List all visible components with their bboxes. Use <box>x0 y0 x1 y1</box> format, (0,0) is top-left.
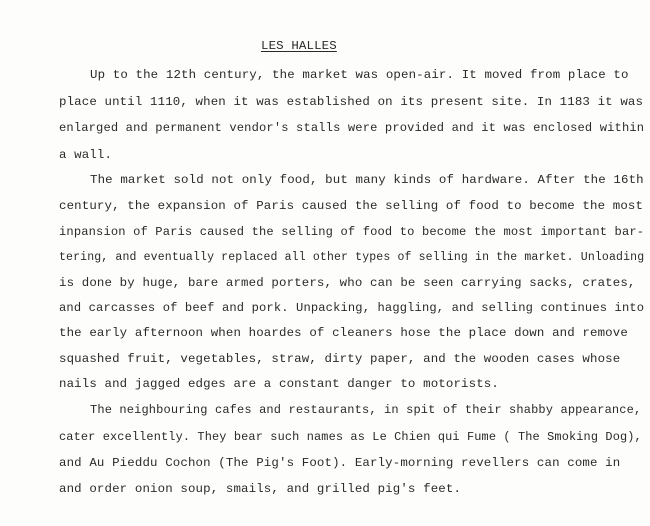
text-line: a wall. <box>59 148 113 162</box>
text-line: cater excellently. They bear such names as Le Chien qui Fume ( The Smoking Dog), <box>59 430 642 444</box>
text-line: and Au Pieddu Cochon (The Pig's Foot). Early-morning revellers can come in <box>59 456 621 470</box>
text-line: place until 1110, when it was established on its present site. In 1183 it was <box>59 95 644 109</box>
text-line: century, the expansion of Paris caused the selling of food to become the most <box>59 199 644 213</box>
text-line: The market sold not only food, but many kinds of hardware. After the 16th <box>90 173 644 187</box>
text-line: enlarged and permanent vendor's stalls were provided and it was enclosed within <box>59 121 645 135</box>
text-line: and order onion soup, smails, and grilled pig's feet. <box>59 482 462 496</box>
text-line: tering, and eventually replaced all other types of selling in the market. Unloading <box>59 251 645 264</box>
text-line: and carcasses of beef and pork. Unpacking, haggling, and selling continues into <box>59 301 645 315</box>
text-line: Up to the 12th century, the market was open-air. It moved from place to <box>90 68 629 82</box>
text-line: the early afternoon when hoardes of cleaners hose the place down and remove <box>59 326 628 340</box>
document-title: LES HALLES <box>261 39 337 53</box>
text-line: inpansion of Paris caused the selling of food to become the most important bar- <box>59 225 645 239</box>
text-line: squashed fruit, vegetables, straw, dirty paper, and the wooden cases whose <box>59 352 621 366</box>
text-line: nails and jagged edges are a constant danger to motorists. <box>59 377 499 391</box>
text-line: The neighbouring cafes and restaurants, in spit of their shabby appearance, <box>90 403 642 417</box>
text-line: is done by huge, bare armed porters, who can be seen carrying sacks, crates, <box>59 276 636 290</box>
